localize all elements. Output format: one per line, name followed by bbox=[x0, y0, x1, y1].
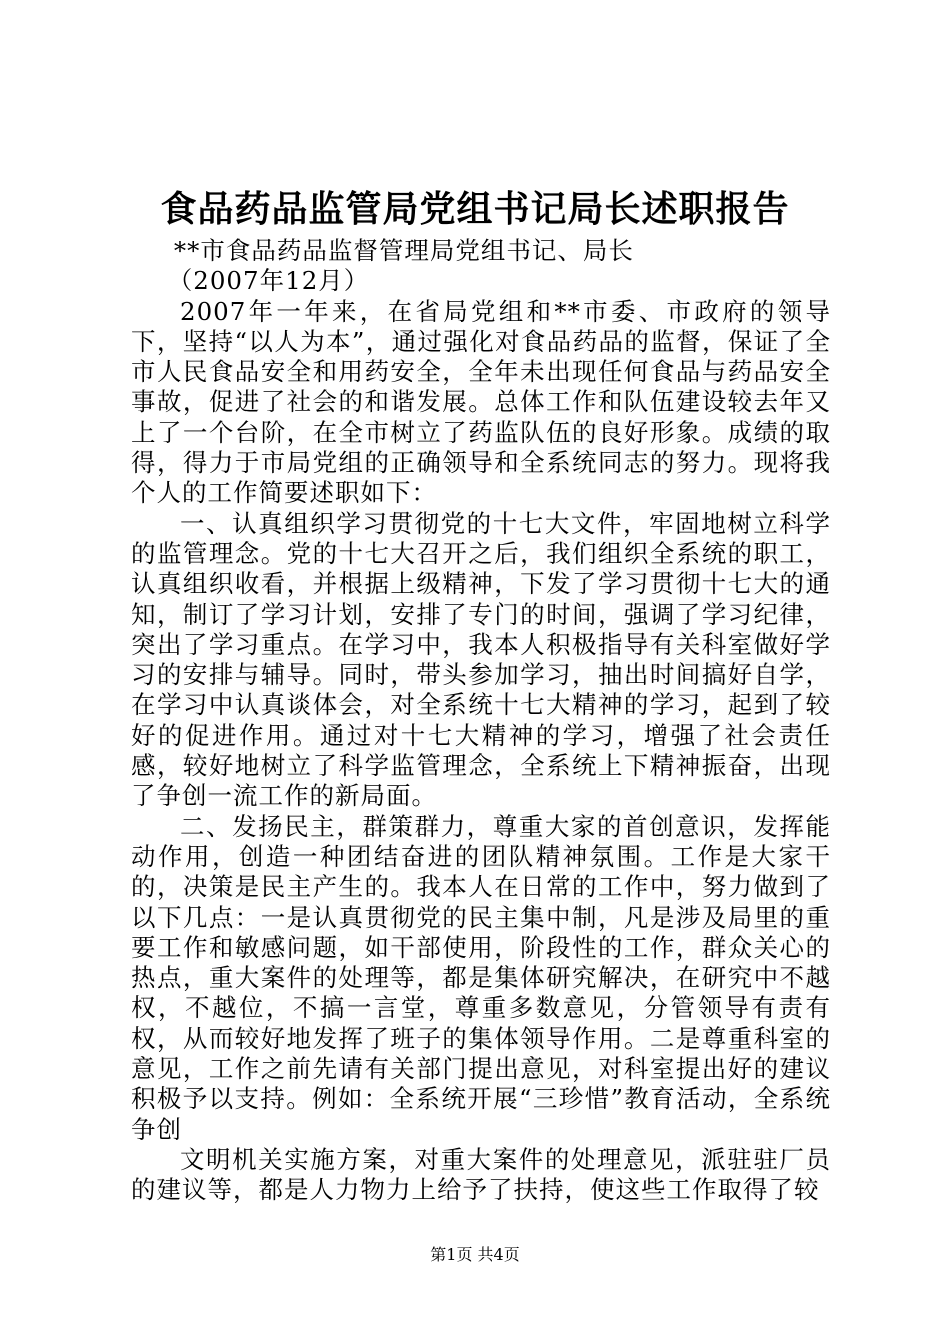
paragraph-intro: 2007年一年来，在省局党组和**市委、市政府的领导下，坚持“以人为本”，通过强化对食品药品的监督，保证了全市人民食品安全和用药安全，全年未出现任何食品与药品安全事故，促进了社会的和谐发展。总体工作和队伍建设较去年又上了一个台阶，在全市树立了药监队伍的良好形象。成绩的取得，得力于市局党组的正确领导和全系统同志的努力。现将我个人的工作简要述职如下： bbox=[131, 296, 831, 508]
paragraph-section-one: 一、认真组织学习贯彻党的十七大文件，牢固地树立科学的监管理念。党的十七大召开之后，我们组织全系统的职工，认真组织收看，并根据上级精神，下发了学习贯彻十七大的通知，制订了学习计划，安排了专门的时间，强调了学习纪律，突出了学习重点。在学习中，我本人积极指导有关科室做好学习的安排与辅导。同时，带头参加学习，抽出时间搞好自学，在学习中认真谈体会，对全系统十七大精神的学习，起到了较好的促进作用。通过对十七大精神的学习，增强了社会责任感，较好地树立了科学监管理念，全系统上下精神振奋，出现了争创一流工作的新局面。 bbox=[131, 508, 831, 811]
document-body bbox=[131, 236, 831, 1206]
report-date: （2007年12月） bbox=[167, 266, 370, 296]
paragraph-continuation: 文明机关实施方案，对重大案件的处理意见，派驻驻厂员的建议等，都是人力物力上给予了扶持，使这些工作取得了较 bbox=[131, 1144, 831, 1205]
paragraph-section-two: 二、发扬民主，群策群力，尊重大家的首创意识，发挥能动作用，创造一种团结奋进的团队精神氛围。工作是大家干的，决策是民主产生的。我本人在日常的工作中，努力做到了以下几点：一是认真贯彻党的民主集中制，凡是涉及局里的重要工作和敏感问题，如干部使用，阶段性的工作，群众关心的热点，重大案件的处理等，都是集体研究解决，在研究中不越权，不越位，不搞一言堂，尊重多数意见，分管领导有责有权，从而较好地发挥了班子的集体领导作用。二是尊重科室的意见，工作之前先请有关部门提出意见，对科室提出好的建议积极予以支持。例如：全系统开展“三珍惜”教育活动，全系统争创 bbox=[131, 811, 831, 1144]
page-footer: 第1页 共4页 bbox=[430, 1245, 520, 1264]
author-line: **市食品药品监督管理局党组书记、局长 bbox=[173, 236, 634, 265]
document-title: 食品药品监管局党组书记局长述职报告 bbox=[160, 188, 790, 230]
